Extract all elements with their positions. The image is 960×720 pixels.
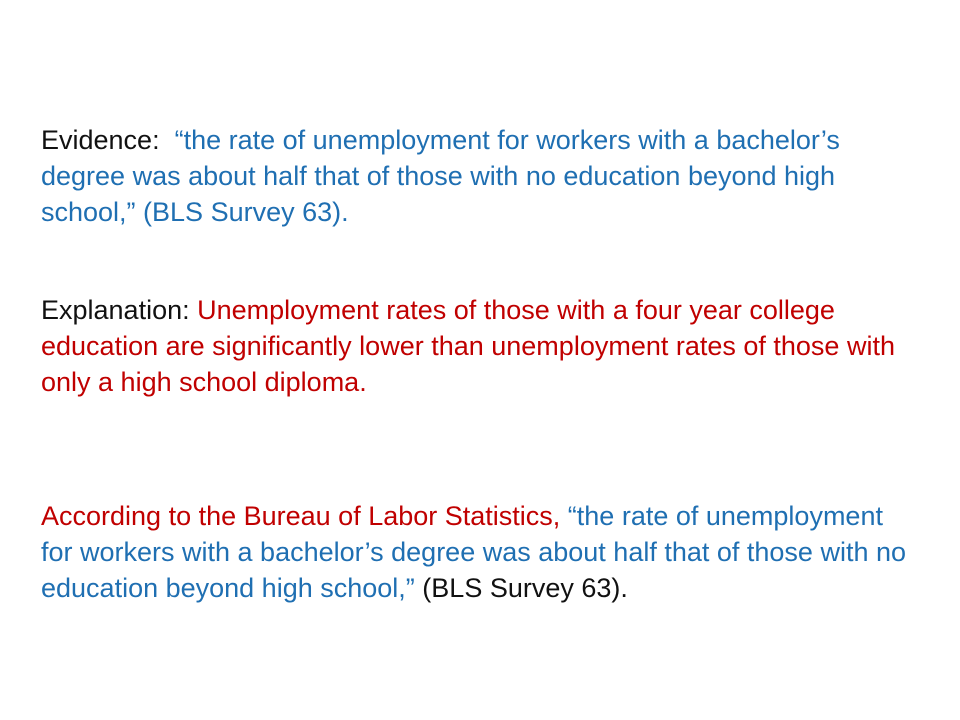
synthesis-citation: (BLS Survey 63). — [422, 573, 628, 603]
explanation-spacer — [190, 295, 198, 325]
evidence-paragraph — [41, 122, 921, 230]
synthesis-lead-in: According to the Bureau of Labor Statistics, — [41, 501, 568, 531]
explanation-paragraph — [41, 292, 921, 400]
evidence-quote: “the rate of unemployment for workers with a bachelor’s degree was about half that of those with no education beyond high school,” (BLS Survey 63). — [41, 125, 840, 227]
explanation-label: Explanation: — [41, 295, 190, 325]
evidence-label: Evidence: — [41, 125, 160, 155]
explanation-text: Unemployment rates of those with a four year college education are significantly lower than unemployment rates of those with only a high school diploma. — [41, 295, 895, 397]
synthesis-quote: “the rate of unemployment for workers with a bachelor’s degree was about half that of those with no education beyond high school,” — [41, 501, 906, 603]
evidence-spacer — [160, 125, 175, 155]
synthesis-paragraph — [41, 498, 921, 606]
